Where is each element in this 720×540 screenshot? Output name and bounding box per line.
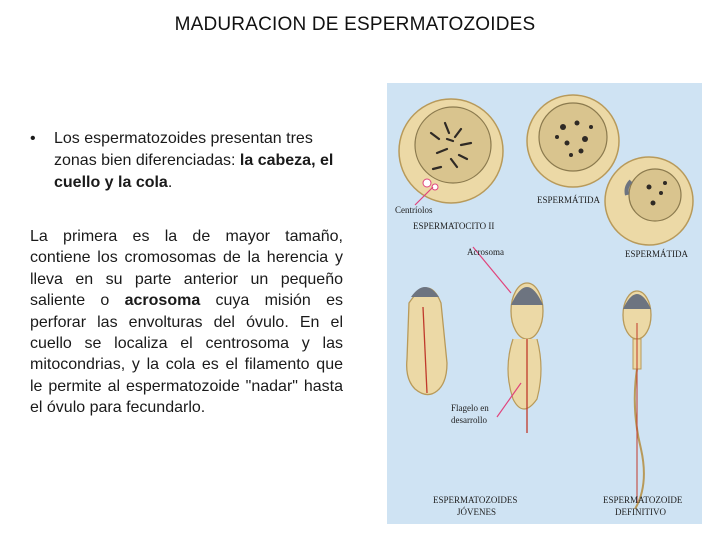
- young-sperm-1: [407, 287, 447, 395]
- spermatogenesis-illustration: [387, 83, 702, 524]
- bullet-point: [30, 128, 350, 194]
- label-definitivo-1: ESPERMATOZOIDE: [603, 495, 683, 505]
- espermatocito-cell: [399, 99, 503, 203]
- bullet-text-bold: la cabeza, el cuello y la cola: [54, 152, 334, 191]
- paragraph-text-before: La primera es la de mayor tamaño, contiene los cromosomas de la herencia y lleva en su parte anterior un pequeño saliente o: [30, 228, 343, 310]
- label-centriolos: Centríolos: [395, 205, 433, 215]
- bullet-dot-icon: •: [30, 130, 36, 147]
- bullet-text-prefix: Los espermatozoides presentan tres zonas bien diferenciadas:: [54, 130, 313, 169]
- bullet-text: [54, 128, 350, 194]
- label-flagelo-1: Flagelo en: [451, 403, 489, 413]
- label-definitivo-2: DEFINITIVO: [615, 507, 666, 517]
- label-espermatida-right: ESPERMÁTIDA: [625, 249, 689, 259]
- spermatogenesis-figure: [387, 83, 702, 524]
- espermatozoide-definitivo: [623, 291, 651, 509]
- bullet-text-suffix: .: [167, 174, 173, 191]
- paragraph-bold-acrosoma: acrosoma: [124, 292, 201, 310]
- slide-title: MADURACION DE ESPERMATOZOIDES: [174, 14, 536, 35]
- body-paragraph: [30, 226, 343, 419]
- label-espermatida-top: ESPERMÁTIDA: [537, 195, 601, 205]
- label-jovenes-2: JÓVENES: [457, 507, 497, 517]
- paragraph-text-after: cuya misión es perforar las envolturas del óvulo. En el cuello se localiza el centrosoma y las mitocondrias, y la cola es el filamento que le permite al espermatozoide "nadar" hasta el óvulo para fecundarlo.: [30, 292, 344, 417]
- label-acrosoma: Acrosoma: [467, 247, 504, 257]
- espermatida-right-cell: [605, 157, 693, 245]
- label-jovenes-1: ESPERMATOZOIDES: [433, 495, 518, 505]
- label-espermatocito: ESPERMATOCITO II: [413, 221, 495, 231]
- espermatida-top-cell: [527, 95, 619, 187]
- young-sperm-2: [508, 283, 543, 433]
- label-flagelo-2: desarrollo: [451, 415, 487, 425]
